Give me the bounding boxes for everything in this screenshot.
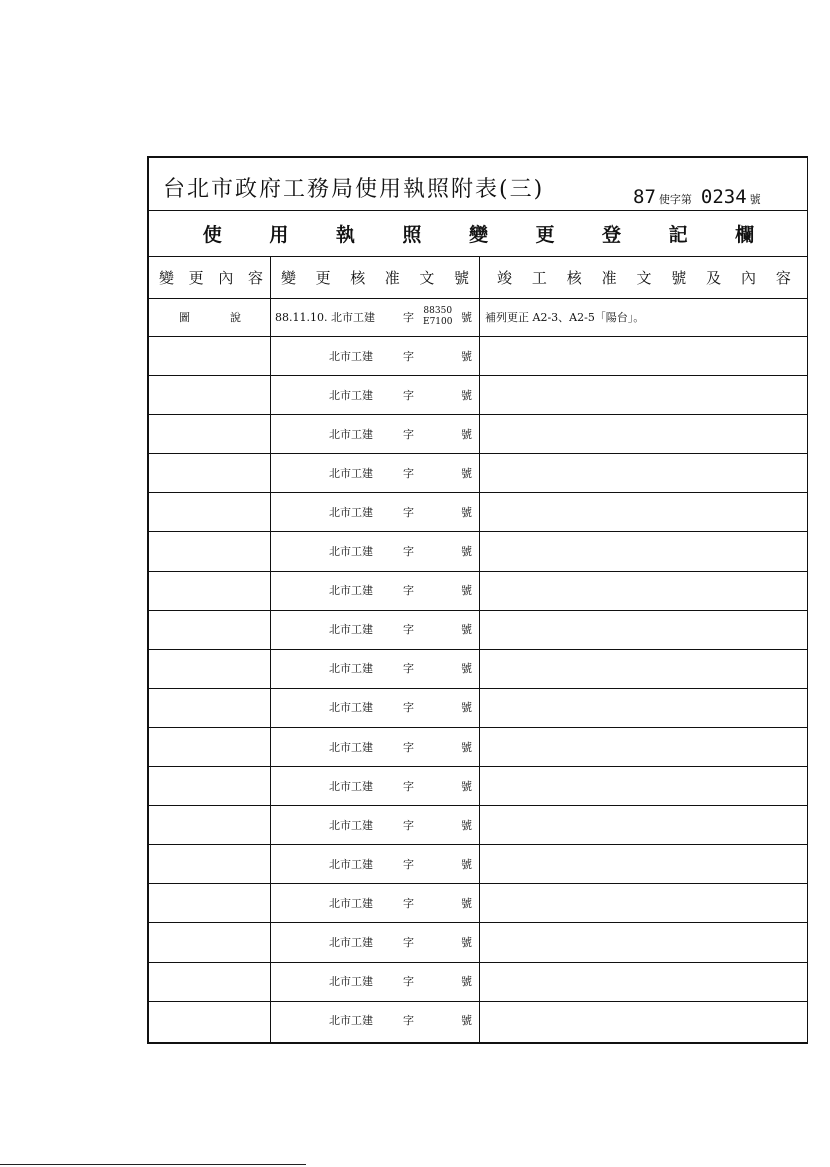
- hao-label: 號: [461, 349, 472, 363]
- approval-number-cell: [275, 688, 473, 727]
- approval-number-cell: [275, 375, 473, 414]
- permit-form: [147, 156, 808, 1044]
- table-row: [149, 883, 808, 923]
- zi-label: 字: [403, 584, 414, 598]
- office-label: 北市工建: [329, 1014, 373, 1028]
- office-label: 北市工建: [329, 936, 373, 950]
- zi-label: 字: [403, 779, 414, 793]
- approval-number-cell: [275, 1001, 473, 1040]
- office-label: 北市工建: [329, 701, 373, 715]
- form-title: 台北市政府工務局使用執照附表(三): [163, 177, 545, 202]
- table-row: [149, 923, 808, 963]
- zi-label: 字: [403, 857, 414, 871]
- zi-label: 字: [403, 818, 414, 832]
- completion-cell: 補列更正 A2-3、A2-5「陽台」。: [485, 311, 645, 324]
- column-header-completion: 竣 工 核 准 文 號 及 內 容: [497, 268, 791, 287]
- approval-number-cell: [275, 962, 473, 1001]
- zi-label: 字: [403, 975, 414, 989]
- table-row: [149, 649, 808, 689]
- hao-label: 號: [461, 466, 472, 480]
- approval-number-cell: [275, 727, 473, 766]
- table-row: [149, 453, 808, 493]
- approval-number-cell: [275, 610, 473, 649]
- approval-serial: 88350 E7100: [423, 306, 453, 327]
- table-row: [149, 414, 808, 454]
- office-label: 北市工建: [329, 818, 373, 832]
- approval-number-cell: [275, 453, 473, 492]
- office-label: 北市工建: [329, 349, 373, 363]
- table-row: [149, 492, 808, 532]
- hao-label: 號: [461, 427, 472, 441]
- table-row: [149, 688, 808, 728]
- section-heading: 使 用 執 照 變 更 登 記 欄: [202, 223, 755, 246]
- approval-number-cell: [275, 571, 473, 610]
- zi-label: 字: [403, 388, 414, 402]
- table-row-first: [149, 298, 808, 337]
- office-label: 北市工建: [329, 623, 373, 637]
- zi-label: 字: [403, 505, 414, 519]
- office-label: 北市工建: [329, 427, 373, 441]
- approval-number-cell: [275, 649, 473, 688]
- zi-label: 字: [403, 896, 414, 910]
- office-label: 北市工建: [329, 584, 373, 598]
- permit-number: 87 使字第 0234 號: [633, 186, 761, 208]
- office-label: 北市工建: [329, 740, 373, 754]
- approval-number-cell: [275, 844, 473, 883]
- office-label: 北市工建: [329, 466, 373, 480]
- table-row: [149, 805, 808, 845]
- table-row: [149, 1001, 808, 1040]
- bottom-rule: [0, 1164, 306, 1165]
- table-row: [149, 336, 808, 376]
- zi-label: 字: [403, 466, 414, 480]
- column-header-change-content: 變 更 內 容: [159, 268, 263, 287]
- column-header-approval-number: 變 更 核 准 文 號: [281, 268, 469, 287]
- approval-number-cell: [275, 336, 473, 375]
- zi-label: 字: [403, 936, 414, 950]
- zi-label: 字: [403, 623, 414, 637]
- title-row: [149, 158, 808, 211]
- table-row: [149, 375, 808, 415]
- table-row: [149, 532, 808, 572]
- hao-label: 號: [461, 857, 472, 871]
- zi-label: 字: [403, 701, 414, 715]
- approval-number-cell: [275, 923, 473, 962]
- table-row: [149, 766, 808, 806]
- hao-label: 號: [461, 779, 472, 793]
- zi-label: 字: [403, 740, 414, 754]
- approval-number-cell: [275, 766, 473, 805]
- hao-label: 號: [461, 975, 472, 989]
- office-label: 北市工建: [329, 857, 373, 871]
- office-label: 北市工建: [329, 975, 373, 989]
- zi-label: 字: [403, 1014, 414, 1028]
- hao-label: 號: [461, 505, 472, 519]
- hao-label: 號: [461, 662, 472, 676]
- office-label: 北市工建: [329, 662, 373, 676]
- hao-label: 號: [461, 584, 472, 598]
- zi-label: 字: [403, 662, 414, 676]
- hao-label: 號: [461, 896, 472, 910]
- hao-label: 號: [461, 545, 472, 559]
- approval-number-cell: [275, 414, 473, 453]
- approval-number-cell: [275, 883, 473, 922]
- table-row: [149, 962, 808, 1002]
- approval-number-cell: [275, 532, 473, 571]
- hao-label: 號: [461, 1014, 472, 1028]
- hao-label: 號: [461, 818, 472, 832]
- office-label: 北市工建: [329, 779, 373, 793]
- hao-label: 號: [461, 740, 472, 754]
- office-label: 北市工建: [329, 545, 373, 559]
- table-row: [149, 727, 808, 767]
- hao-label: 號: [461, 388, 472, 402]
- hao-label: 號: [461, 936, 472, 950]
- zi-label: 字: [403, 427, 414, 441]
- hao-label: 號: [461, 701, 472, 715]
- office-label: 北市工建: [329, 388, 373, 402]
- approval-number-cell: [275, 492, 473, 531]
- change-content-cell: 圖 說: [179, 311, 241, 324]
- office-label: 北市工建: [329, 896, 373, 910]
- section-heading-row: [149, 210, 808, 257]
- table-row: [149, 571, 808, 611]
- zi-label: 字: [403, 349, 414, 363]
- table-row: [149, 610, 808, 650]
- hao-label: 號: [461, 623, 472, 637]
- approval-number-cell: [275, 805, 473, 844]
- office-label: 北市工建: [329, 505, 373, 519]
- zi-label: 字: [403, 545, 414, 559]
- approval-number-cell: 88.11.10. 北市工建 字 88350 E7100 號: [275, 306, 472, 327]
- table-row: [149, 844, 808, 884]
